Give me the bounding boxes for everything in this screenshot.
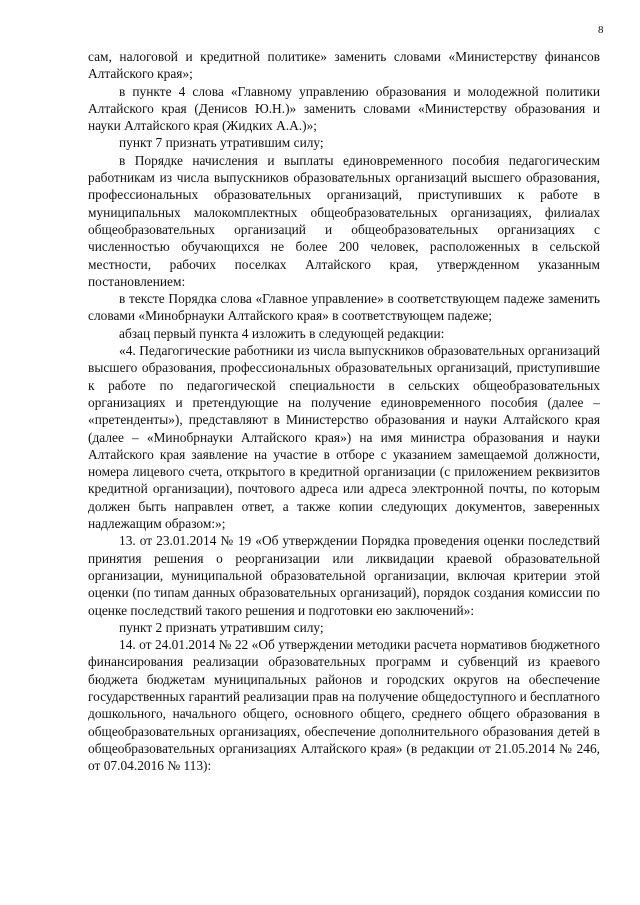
- paragraph: «4. Педагогические работники из числа выпускников образовательных организаций высшего образования, профессиональных образовательных организаций, приступившие к работе по педагогической специальности в сельских общеобразовательных организациях и претендующие на получение единовременного пособия (далее – «претенденты»), представляют в Министерство образования и науки Алтайского края (далее – «Минобрнауки Алтайского края») на имя министра образования и науки Алтайского края заявление на участие в отборе с указанием замещаемой должности, номера лицевого счета, открытого в кредитной организации (с приложением реквизитов кредитной организации), почтового адреса или адреса электронной почты, по которым должен быть направлен ответ, а также копии следующих документов, заверенных надлежащим образом:»;: [88, 343, 600, 532]
- paragraph: пункт 7 признать утратившим силу;: [119, 135, 324, 151]
- paragraph: абзац первый пункта 4 изложить в следующей редакции:: [119, 325, 445, 341]
- paragraph: в тексте Порядка слова «Главное управление» в соответствующем падеже заменить словами «Минобрнауки Алтайского края» в соответствующем падеже;: [88, 291, 600, 324]
- document-body: [88, 48, 600, 774]
- paragraph: сам, налоговой и кредитной политике» заменить словами «Министерству финансов Алтайского края»;: [88, 49, 600, 82]
- paragraph: 13. от 23.01.2014 № 19 «Об утверждении Порядка проведения оценки последствий принятия решения о реорганизации или ликвидации краевой образовательной организации, муниципальной образовательной организации, включая критерии этой оценки (по типам данных образовательных организаций), порядок создания комиссии по оценке последствий такого решения и подготовки ею заключений»:: [88, 533, 600, 618]
- paragraph: пункт 2 признать утратившим силу;: [119, 619, 324, 635]
- page-number: 8: [598, 24, 604, 36]
- paragraph: в Порядке начисления и выплаты единовременного пособия педагогическим работникам из числа выпускников образовательных организаций высшего образования, профессиональных образовательных организаций, приступивших к работе в муниципальных малокомплектных общеобразовательных организациях, филиалах общеобразовательных организаций и общеобразовательных организациях с численностью обучающихся не более 200 человек, расположенных в сельской местности, рабочих поселках Алтайского края, утвержденном указанным постановлением:: [88, 152, 600, 289]
- paragraph: 14. от 24.01.2014 № 22 «Об утверждении методики расчета нормативов бюджетного финансирования реализации образовательных программ и субвенций из краевого бюджета бюджетам муниципальных районов и городских округов на обеспечение государственных гарантий реализации прав на получение общедоступного и бесплатного дошкольного, начального общего, основного общего, среднего общего образования в общеобразовательных организациях, обеспечение дополнительного образования детей в общеобразовательных организациях Алтайского края» (в редакции от 21.05.2014 № 246, от 07.04.2016 № 113):: [88, 637, 600, 774]
- paragraph: в пункте 4 слова «Главному управлению образования и молодежной политики Алтайского края (Денисов Ю.Н.)» заменить словами «Министерству образования и науки Алтайского края (Жидких А.А.)»;: [88, 83, 600, 134]
